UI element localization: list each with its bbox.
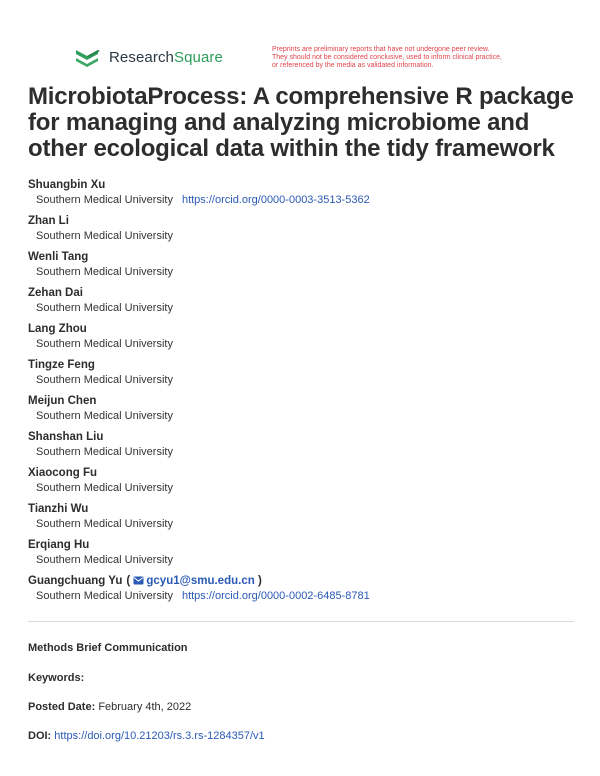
preprint-disclaimer	[272, 46, 552, 71]
author-affiliation: Southern Medical University	[36, 482, 173, 494]
author-name: Tingze Feng	[28, 359, 95, 371]
article-type-text: Methods Brief Communication	[28, 642, 188, 654]
author-affiliation: Southern Medical University	[36, 518, 173, 530]
author-entry	[28, 214, 584, 250]
author-name: Zhan Li	[28, 215, 69, 227]
posted-date-label: Posted Date:	[28, 701, 96, 713]
doi-label: DOI:	[28, 730, 52, 742]
author-entry	[28, 574, 584, 610]
posted-date-row	[28, 700, 191, 714]
author-entry	[28, 286, 584, 322]
author-affiliation: Southern Medical University	[36, 194, 173, 206]
paper-title: MicrobiotaProcess: A comprehensive R package for managing and analyzing microbiome and other ecological data within the tidy framework	[28, 83, 574, 162]
author-name: Shanshan Liu	[28, 431, 104, 443]
author-affiliation: Southern Medical University	[36, 410, 173, 422]
author-name: Lang Zhou	[28, 323, 87, 335]
author-affiliation: Southern Medical University	[36, 590, 173, 602]
author-affiliation: Southern Medical University	[36, 446, 173, 458]
author-affiliation-line	[28, 193, 584, 207]
research-square-logo[interactable]	[74, 47, 223, 67]
author-name: Zehan Dai	[28, 287, 83, 299]
disclaimer-line: Preprints are preliminary reports that have not undergone peer review.	[272, 46, 490, 53]
author-affiliation: Southern Medical University	[36, 266, 173, 278]
author-affiliation: Southern Medical University	[36, 374, 173, 386]
author-affiliation: Southern Medical University	[36, 302, 173, 314]
author-list	[28, 178, 584, 610]
logo-word-research: Research	[109, 48, 174, 66]
author-entry	[28, 322, 584, 358]
posted-date: February 4th, 2022	[98, 701, 192, 713]
keywords-label: Keywords:	[28, 672, 85, 684]
author-name: Meijun Chen	[28, 395, 97, 407]
author-entry	[28, 394, 584, 430]
envelope-icon	[133, 576, 144, 585]
author-name: Erqiang Hu	[28, 539, 90, 551]
author-entry	[28, 358, 584, 394]
author-name: Tianzhi Wu	[28, 503, 89, 515]
author-name: Guangchuang Yu	[28, 575, 123, 587]
author-affiliation: Southern Medical University	[36, 230, 173, 242]
author-name: Wenli Tang	[28, 251, 89, 263]
author-name: Shuangbin Xu	[28, 179, 106, 191]
author-entry	[28, 502, 584, 538]
section-divider	[28, 621, 574, 622]
research-square-logo-icon	[74, 47, 102, 67]
logo-word-square: Square	[174, 48, 223, 66]
author-email-link[interactable]: gcyu1@smu.edu.cn	[146, 575, 255, 587]
keywords-row	[28, 671, 84, 685]
author-affiliation: Southern Medical University	[36, 338, 173, 350]
author-affiliation: Southern Medical University	[36, 554, 173, 566]
author-entry	[28, 178, 584, 214]
author-affiliation-line	[28, 589, 584, 603]
page-header	[0, 0, 600, 80]
disclaimer-line: They should not be considered conclusive, used to inform clinical practice,	[272, 54, 502, 62]
author-entry	[28, 430, 584, 466]
doi-row	[28, 729, 265, 743]
orcid-link[interactable]: https://orcid.org/0000-0002-6485-8781	[181, 590, 370, 602]
author-entry	[28, 466, 584, 502]
disclaimer-line: or referenced by the media as validated information.	[272, 62, 434, 70]
author-entry	[28, 250, 584, 286]
email-group: ( gcyu1@smu.edu.cn )	[126, 575, 262, 587]
author-entry	[28, 538, 584, 574]
logo-text	[109, 49, 223, 66]
article-type	[28, 641, 188, 655]
doi-link[interactable]: https://doi.org/10.21203/rs.3.rs-1284357/v1	[54, 730, 265, 742]
author-name-line	[28, 574, 584, 589]
orcid-link[interactable]: https://orcid.org/0000-0003-3513-5362	[181, 194, 370, 206]
author-name: Xiaocong Fu	[28, 467, 97, 479]
